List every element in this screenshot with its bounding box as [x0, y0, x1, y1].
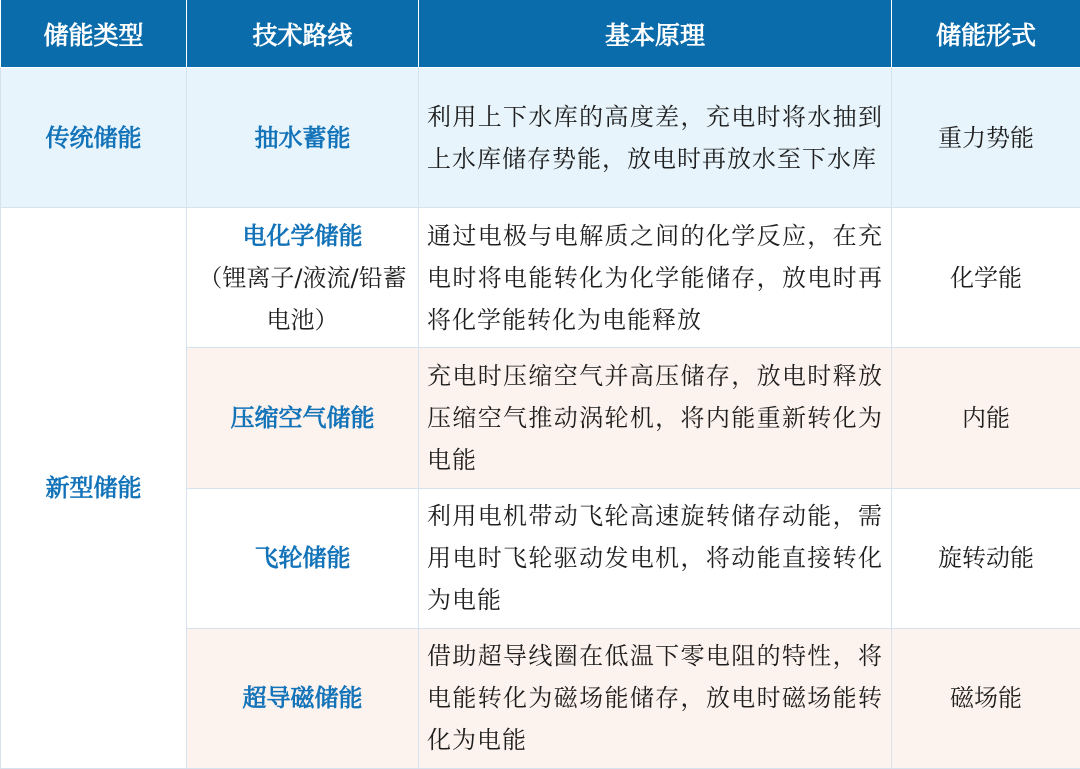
storage-form-cell: 内能 [892, 348, 1080, 488]
tech-route-sublabel: （锂离子/液流/铅蓄电池） [198, 263, 407, 334]
tech-route-label: 飞轮储能 [254, 544, 351, 573]
tech-route-label: 超导磁储能 [242, 684, 363, 713]
tech-route-label: 压缩空气储能 [230, 403, 375, 432]
table-row [1, 208, 1080, 348]
tech-route-cell [187, 68, 419, 208]
storage-form-cell: 旋转动能 [892, 488, 1080, 628]
tech-route-label: 抽水蓄能 [254, 123, 351, 152]
header-storage-form: 储能形式 [892, 0, 1080, 68]
header-storage-type: 储能类型 [1, 0, 187, 68]
tech-route-cell [187, 628, 419, 768]
header-principle: 基本原理 [419, 0, 892, 68]
tech-route-cell [187, 208, 419, 348]
principle-cell: 利用电机带动飞轮高速旋转储存动能，需用电时飞轮驱动发电机，将动能直接转化为电能 [419, 488, 892, 628]
tech-route-cell [187, 348, 419, 488]
principle-cell: 通过电极与电解质之间的化学反应，在充电时将电能转化为化学能储存，放电时再将化学能转化为电能释放 [419, 208, 892, 348]
table-row [1, 68, 1080, 208]
tech-route-cell [187, 488, 419, 628]
storage-form-cell: 磁场能 [892, 628, 1080, 768]
principle-cell: 充电时压缩空气并高压储存，放电时释放压缩空气推动涡轮机，将内能重新转化为电能 [419, 348, 892, 488]
principle-cell: 借助超导线圈在低温下零电阻的特性，将电能转化为磁场能储存，放电时磁场能转化为电能 [419, 628, 892, 768]
storage-type-cell: 新型储能 [1, 208, 187, 769]
header-tech-route: 技术路线 [187, 0, 419, 68]
storage-form-cell: 化学能 [892, 208, 1080, 348]
tech-route-label: 电化学储能 [242, 221, 363, 250]
storage-type-cell: 传统储能 [1, 68, 187, 208]
principle-cell: 利用上下水库的高度差，充电时将水抽到上水库储存势能，放电时再放水至下水库 [419, 68, 892, 208]
header-row [1, 0, 1080, 68]
storage-form-cell: 重力势能 [892, 68, 1080, 208]
